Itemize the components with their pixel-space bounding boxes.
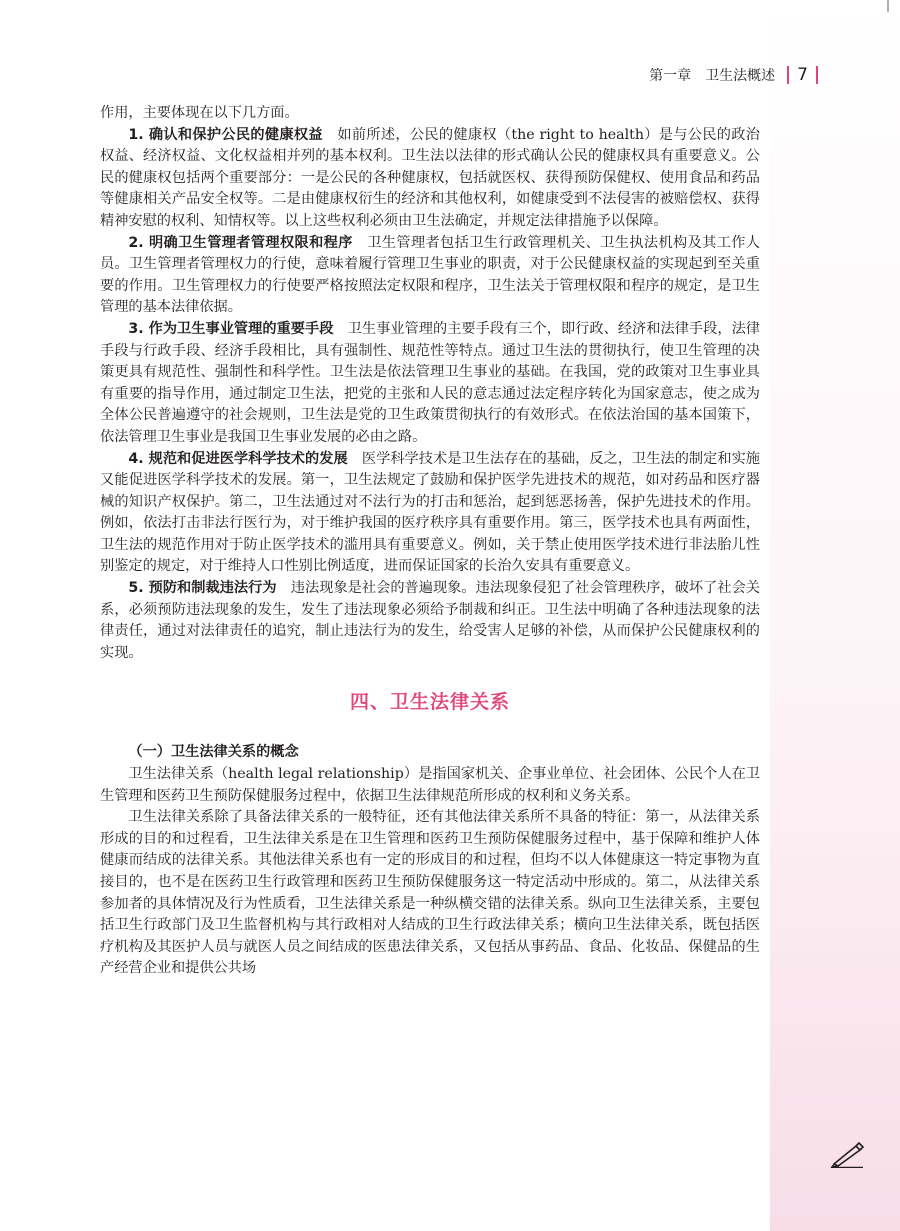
intro-paragraph: 作用，主要体现在以下几方面。 xyxy=(100,105,299,121)
item-heading-1: 1. 确认和保护公民的健康权益 xyxy=(128,126,323,143)
item-paragraph-4 xyxy=(100,449,760,579)
body-paragraph-1: 卫生法律关系（health legal relationship）是指国家机关、企事业单位、社会团体、公民个人在卫生管理和医药卫生预防保健服务过程中，依据卫生法律规范所形成的权利和义务关系。 xyxy=(100,766,760,804)
section-title: 四、卫生法律关系 xyxy=(349,691,510,714)
crop-mark xyxy=(887,0,889,12)
side-gradient-band xyxy=(770,0,900,1231)
header-divider-left xyxy=(787,66,789,84)
header-divider-right xyxy=(816,66,818,84)
page-number: 7 xyxy=(797,65,808,85)
subsection-title: （一）卫生法律关系的概念 xyxy=(128,744,299,761)
item-paragraph-1 xyxy=(100,125,760,233)
item-heading-2: 2. 明确卫生管理者管理权限和程序 xyxy=(128,234,353,251)
item-paragraph-5 xyxy=(100,578,760,664)
main-text xyxy=(100,103,760,980)
item-text-2: 卫生管理者包括卫生行政管理机关、卫生执法机构及其工作人员。卫生管理者管理权力的行使，意味着履行管理卫生事业的职责，对于公民健康权益的实现起到至关重要的作用。卫生管理权力的行使要严格按照法定权限和程序，卫生法关于管理权限和程序的规定，是卫生管理的基本法律依据。 xyxy=(100,234,760,316)
item-text-4: 医学科学技术是卫生法存在的基础，反之，卫生法的制定和实施又能促进医学科学技术的发展。第一，卫生法规定了鼓励和保护医学先进技术的规范，如对药品和医疗器械的知识产权保护。第二，卫生法通过对不法行为的打击和惩治，起到惩恶扬善，保护先进技术的作用。例如，依法打击非法行医行为，对于维护我国的医疗秩序具有重要作用。第三，医学技术也具有两面性，卫生法的规范作用对于防止医学技术的滥用具有重要意义。例如，关于禁止使用医学技术进行非法胎儿性别鉴定的规定，对于维持人口性别比例适度，进而保证国家的长治久安具有重要意义。 xyxy=(100,450,760,575)
item-paragraph-2 xyxy=(100,233,760,319)
item-text-3: 卫生事业管理的主要手段有三个，即行政、经济和法律手段，法律手段与行政手段、经济手段相比，具有强制性、规范性等特点。通过卫生法的贯彻执行，使卫生管理的决策更具有规范性、强制性和科学性。卫生法是依法管理卫生事业的基础。在我国，党的政策对卫生事业具有重要的指导作用，通过制定卫生法，把党的主张和人民的意志通过法定程序转化为国家意志，使之成为全体公民普遍遵守的社会规则，卫生法是党的卫生政策贯彻执行的有效形式。在依法治国的基本国策下，依法管理卫生事业是我国卫生事业发展的必由之路。 xyxy=(100,320,760,445)
item-text-1: 如前所述，公民的健康权（the right to health）是与公民的政治权益、经济权益、文化权益相并列的基本权利。卫生法以法律的形式确认公民的健康权具有重要意义。公民的健康权包括两个重要部分：一是公民的各种健康权，包括就医权、获得预防保健权、使用食品和药品等健康相关产品安全权等。二是由健康权衍生的经济和其他权利，如健康受到不法侵害的被赔偿权、获得精神安慰的权利、知情权等。以上这些权利必须由卫生法确定，并规定法律措施予以保障。 xyxy=(100,126,760,229)
item-heading-5: 5. 预防和制裁违法行为 xyxy=(128,580,277,597)
item-text-5: 违法现象是社会的普遍现象。违法现象侵犯了社会管理秩序，破坏了社会关系，必须预防违法现象的发生，发生了违法现象必须给予制裁和纠正。卫生法中明确了各种违法现象的法律责任，通过对法律责任的追究，制止违法行为的发生，给受害人足够的补偿，从而保护公民健康权利的实现。 xyxy=(100,580,760,661)
pen-icon xyxy=(830,1142,864,1168)
body-paragraph-2: 卫生法律关系除了具备法律关系的一般特征，还有其他法律关系所不具备的特征：第一，从法律关系形成的目的和过程看，卫生法律关系是在卫生管理和医药卫生预防保健服务过程中，基于保障和维护人体健康而结成的法律关系。其他法律关系也有一定的形成目的和过程，但均不以人体健康这一特定事物为直接目的，也不是在医药卫生行政管理和医药卫生预防保健服务这一特定活动中形成的。第二，从法律关系参加者的具体情况及行为性质看，卫生法律关系是一种纵横交错的法律关系。纵向卫生法律关系，主要包括卫生行政部门及卫生监督机构与其行政相对人结成的卫生行政法律关系；横向卫生法律关系，既包括医疗机构及其医护人员与就医人员之间结成的医患法律关系，又包括从事药品、食品、化妆品、保健品的生产经营企业和提供公共场 xyxy=(100,809,760,977)
running-header xyxy=(649,63,818,87)
header-chapter-title: 第一章 卫生法概述 xyxy=(649,68,776,84)
item-heading-3: 3. 作为卫生事业管理的重要手段 xyxy=(128,320,334,337)
item-paragraph-3 xyxy=(100,319,760,449)
item-heading-4: 4. 规范和促进医学科学技术的发展 xyxy=(128,450,348,467)
